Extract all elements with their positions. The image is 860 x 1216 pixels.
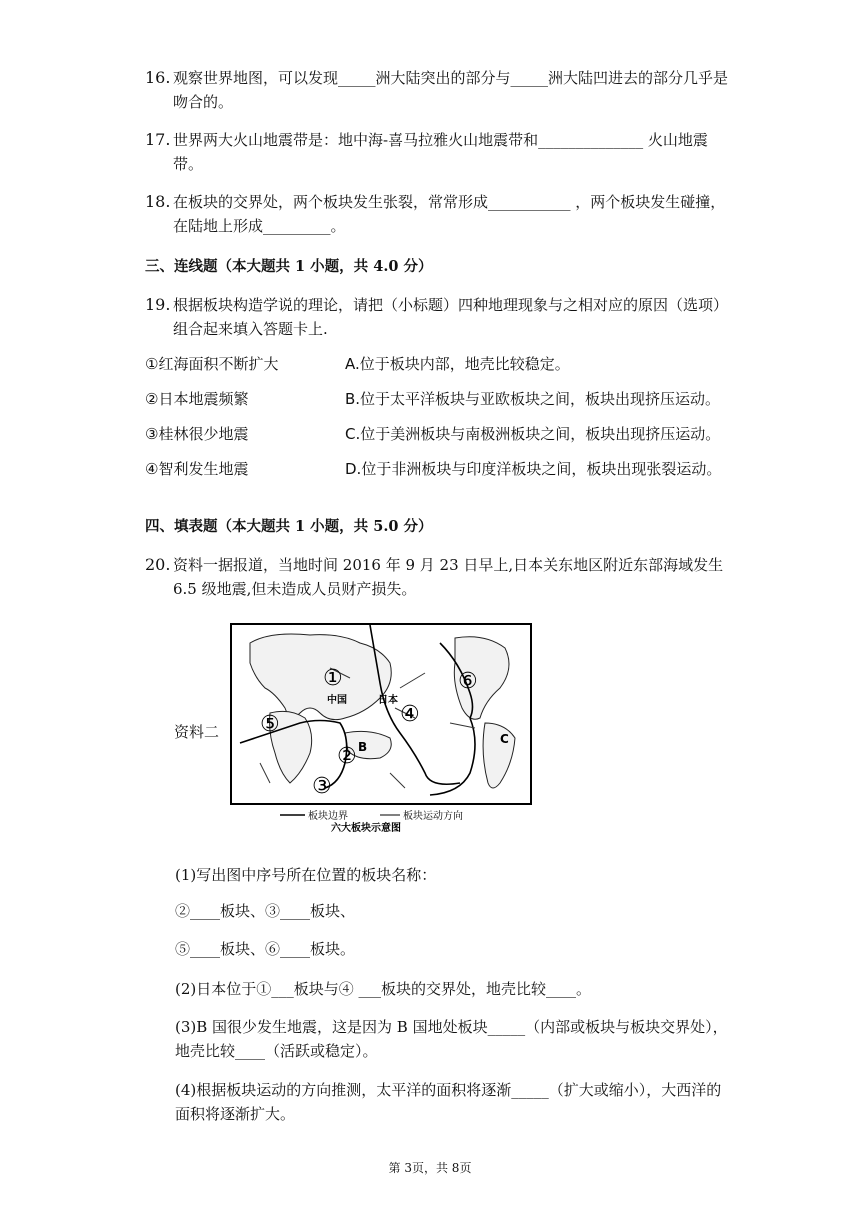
page-footer: 第 3页，共 8页 (388, 1161, 472, 1175)
question-20 (145, 553, 735, 601)
subquestion-3: (3)B 国很少发生地震，这是因为 B 国地处板块_____（内部或板块与板块交界处），地壳比较____（活跃或稳定）。 (175, 1018, 728, 1060)
matching-row (145, 353, 745, 379)
plate-label-6: ⑥ (458, 669, 478, 694)
country-c-label: C (500, 732, 509, 746)
phenomenon-item: ①红海面积不断扩大 (145, 355, 279, 373)
question-18 (145, 190, 735, 238)
plate-label-1: ① (323, 666, 343, 691)
section-heading-matching: 三、连线题（本大题共 1 小题，共 4.0 分） (145, 258, 433, 275)
question-16 (145, 66, 735, 114)
legend-boundary-text: 板块边界 (308, 811, 348, 822)
question-17 (145, 128, 735, 176)
material-label: 资料二 (174, 723, 220, 741)
legend-motion-text: 板块运动方向 (403, 811, 463, 822)
question-number: 17. (145, 130, 171, 149)
question-text: 资料一据报道，当地时间 2016 年 9 月 23 日早上,日本关东地区附近东部海域发生 6.5 级地震,但未造成人员财产损失。 (173, 556, 724, 598)
section-heading-table: 四、填表题（本大题共 1 小题，共 5.0 分） (145, 518, 433, 535)
matching-row (145, 458, 745, 484)
reason-option: A.位于板块内部，地壳比较稳定。 (345, 355, 570, 373)
subquestion-4: (4)根据板块运动的方向推测，太平洋的面积将逐渐_____（扩大或缩小），大西洋的面积将逐渐扩大。 (175, 1081, 722, 1123)
question-number: 16. (145, 68, 171, 87)
country-b-label: B (358, 740, 368, 754)
plate-map-figure (230, 623, 532, 833)
phenomenon-item: ③桂林很少地震 (145, 425, 249, 443)
question-number: 20. (145, 555, 171, 574)
reason-option: C.位于美洲板块与南极洲板块之间，板块出现挤压运动。 (345, 425, 721, 443)
china-label: 中国 (327, 695, 347, 706)
plate-label-3: ③ (312, 774, 332, 799)
question-number: 19. (145, 295, 171, 314)
subquestion-1-line-a: ②____板块、③____板块、 (175, 902, 356, 920)
reason-option: D.位于非洲板块与印度洋板块之间，板块出现张裂运动。 (345, 460, 722, 478)
plate-label-2: ② (337, 744, 357, 769)
question-text: 在板块的交界处，两个板块发生张裂，常常形成___________ ，两个板块发生碰撞，在陆地上形成_________。 (173, 193, 726, 235)
japan-label: 日本 (378, 695, 398, 706)
question-19 (145, 293, 735, 341)
question-text: 世界两大火山地震带是：地中海-喜马拉雅火山地震带和______________ 火山地震带。 (173, 131, 708, 173)
subquestion-1-line-b: ⑤____板块、⑥____板块。 (175, 940, 356, 958)
subquestion-1: (1)写出图中序号所在位置的板块名称： (175, 866, 437, 884)
subquestion-2: (2)日本位于①___板块与④ ___板块的交界处，地壳比较____。 (175, 980, 592, 998)
question-text: 根据板块构造学说的理论，请把（小标题）四种地理现象与之相对应的原因（选项）组合起来填入答题卡上. (173, 296, 729, 338)
plate-label-5: ⑤ (260, 712, 280, 737)
question-number: 18. (145, 192, 171, 211)
question-text: 观察世界地图，可以发现_____洲大陆突出的部分与_____洲大陆凹进去的部分几乎是吻合的。 (173, 69, 729, 111)
matching-row (145, 388, 745, 414)
map-caption: 六大板块示意图 (331, 823, 401, 833)
phenomenon-item: ④智利发生地震 (145, 460, 249, 478)
reason-option: B.位于太平洋板块与亚欧板块之间，板块出现挤压运动。 (345, 390, 721, 408)
phenomenon-item: ②日本地震频繁 (145, 390, 249, 408)
plate-label-4: ④ (400, 702, 420, 727)
plate-map (230, 623, 532, 833)
matching-row (145, 423, 745, 449)
